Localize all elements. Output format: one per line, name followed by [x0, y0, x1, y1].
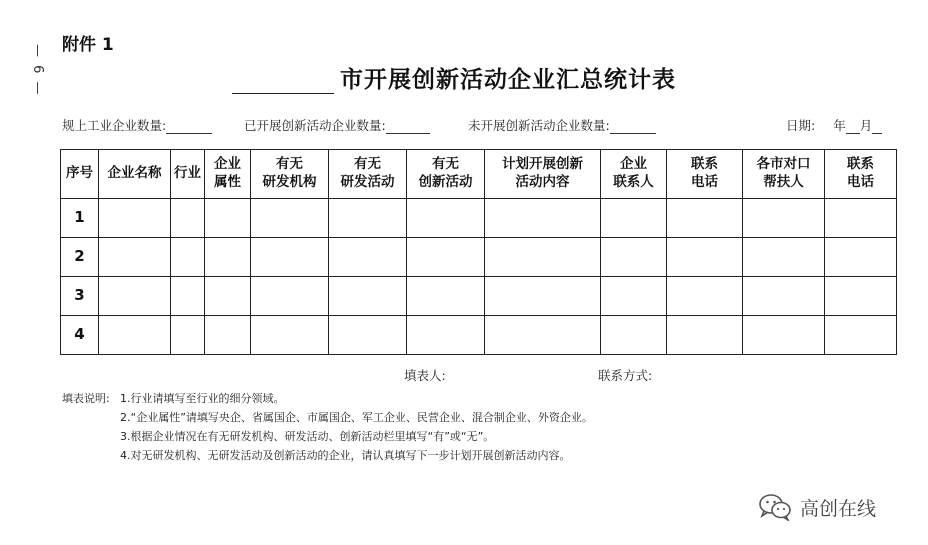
table-cell — [667, 238, 743, 277]
filler-label: 填表人: — [404, 368, 446, 383]
table-cell — [825, 316, 897, 355]
table-row — [61, 238, 897, 277]
table-cell — [825, 238, 897, 277]
month-label: 月 — [859, 118, 873, 133]
table-cell — [251, 238, 329, 277]
industrial-count-field — [62, 116, 212, 134]
stats-line — [62, 116, 902, 136]
table-cell — [407, 238, 485, 277]
header-company-type: 企业 属性 — [205, 150, 251, 199]
table-cell — [251, 277, 329, 316]
header-industry: 行业 — [171, 150, 205, 199]
table-cell — [205, 238, 251, 277]
non-innovating-count-label: 未开展创新活动企业数量: — [468, 118, 610, 133]
contact-label: 联系方式: — [598, 368, 653, 383]
header-innovation-activity: 有无 创新活动 — [407, 150, 485, 199]
innovating-count-blank — [386, 119, 430, 134]
header-contact-phone: 联系 电话 — [667, 150, 743, 199]
table-cell — [251, 316, 329, 355]
header-rd-institution: 有无 研发机构 — [251, 150, 329, 199]
table-cell — [205, 277, 251, 316]
table-cell — [251, 199, 329, 238]
table-cell — [205, 316, 251, 355]
title-area — [232, 58, 752, 94]
table-cell — [485, 277, 601, 316]
table-cell — [171, 277, 205, 316]
month-blank — [846, 119, 860, 134]
non-innovating-count-blank — [610, 119, 656, 134]
table-cell — [601, 199, 667, 238]
table-cell — [667, 277, 743, 316]
day-blank — [872, 119, 882, 134]
date-field — [786, 116, 882, 134]
watermark — [758, 493, 876, 521]
instruction-item: 2.“企业属性”请填写央企、省属国企、市属国企、军工企业、民营企业、混合制企业、外资企业。 — [120, 411, 593, 424]
table-row — [61, 199, 897, 238]
innovating-count-label: 已开展创新活动企业数量: — [244, 118, 386, 133]
table-cell — [485, 238, 601, 277]
instruction-item: 4.对无研发机构、无研发活动及创新活动的企业，请认真填写下一步计划开展创新活动内容。 — [120, 449, 571, 462]
table-cell — [601, 238, 667, 277]
header-seq: 序号 — [61, 150, 99, 199]
table-cell — [329, 277, 407, 316]
table-cell — [171, 199, 205, 238]
table-cell — [601, 277, 667, 316]
table-row — [61, 316, 897, 355]
attachment-label: 附件 1 — [62, 35, 114, 55]
table-cell — [407, 277, 485, 316]
table-cell — [667, 199, 743, 238]
table-cell — [825, 199, 897, 238]
watermark-text: 高创在线 — [800, 497, 877, 520]
row-number: 2 — [61, 238, 99, 277]
table-cell — [329, 238, 407, 277]
page-title: 市开展创新活动企业汇总统计表 — [340, 66, 676, 93]
table-cell — [485, 316, 601, 355]
row-number: 4 — [61, 316, 99, 355]
table-cell — [329, 316, 407, 355]
table-cell — [99, 316, 171, 355]
city-name-blank — [232, 67, 334, 94]
table-cell — [825, 277, 897, 316]
header-city-helper: 各市对口 帮扶人 — [743, 150, 825, 199]
industrial-count-label: 规上工业企业数量: — [62, 118, 167, 133]
wechat-icon — [758, 493, 792, 521]
table-cell — [743, 316, 825, 355]
non-innovating-count-field — [468, 116, 656, 134]
table-cell — [407, 199, 485, 238]
table-cell — [407, 316, 485, 355]
header-planned-innovation: 计划开展创新 活动内容 — [485, 150, 601, 199]
table-cell — [171, 238, 205, 277]
table-cell — [99, 199, 171, 238]
table-header-row — [61, 150, 897, 199]
table-cell — [667, 316, 743, 355]
table-cell — [485, 199, 601, 238]
industrial-count-blank — [166, 119, 212, 134]
table-cell — [205, 199, 251, 238]
table-cell — [743, 199, 825, 238]
instructions-label: 填表说明: — [62, 392, 110, 405]
header-company-contact: 企业 联系人 — [601, 150, 667, 199]
table-cell — [171, 316, 205, 355]
table-cell — [601, 316, 667, 355]
table-cell — [743, 238, 825, 277]
date-label: 日期: — [786, 118, 816, 133]
instruction-item: 1.行业请填写至行业的细分领域。 — [120, 392, 285, 405]
summary-table — [60, 149, 897, 355]
page-number: — 6 — — [30, 44, 45, 97]
table-cell — [99, 238, 171, 277]
instruction-item: 3.根据企业情况在有无研发机构、研发活动、创新活动栏里填写“有”或“无”。 — [120, 430, 495, 443]
year-label: 年 — [833, 118, 846, 133]
header-rd-activity: 有无 研发活动 — [329, 150, 407, 199]
innovating-count-field — [244, 116, 430, 134]
header-company-name: 企业名称 — [99, 150, 171, 199]
header-helper-phone: 联系 电话 — [825, 150, 897, 199]
row-number: 3 — [61, 277, 99, 316]
table-cell — [329, 199, 407, 238]
row-number: 1 — [61, 199, 99, 238]
table-row — [61, 277, 897, 316]
table-cell — [743, 277, 825, 316]
table-cell — [99, 277, 171, 316]
